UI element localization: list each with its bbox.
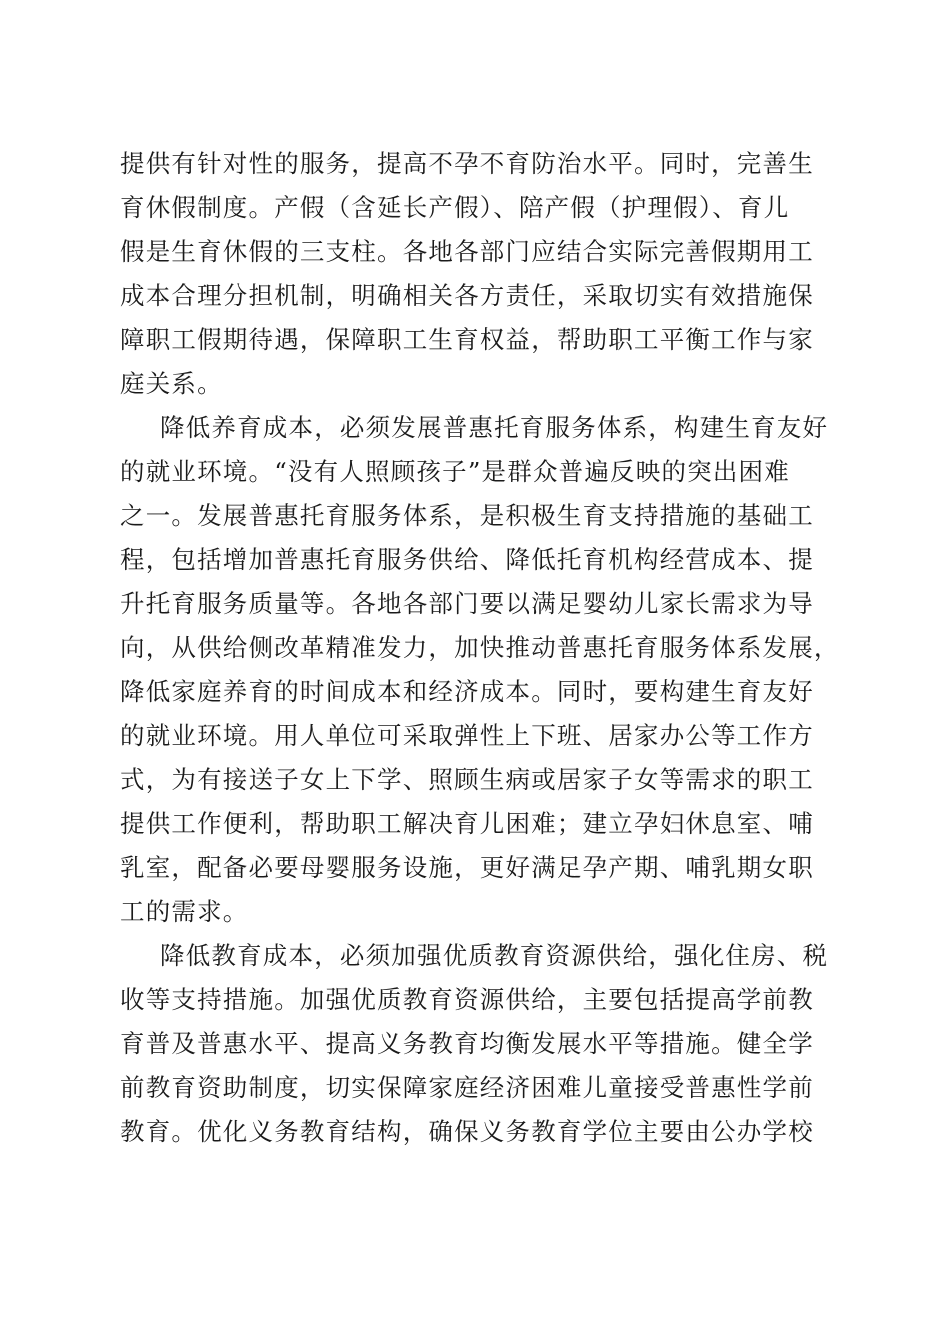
paragraph-1: [120, 142, 830, 406]
text-line: 障职工假期待遇，保障职工生育权益，帮助职工平衡工作与家: [120, 325, 814, 354]
text-line: 育休假制度。产假（含延长产假）、陪产假（护理假）、育儿: [120, 193, 790, 222]
text-line: 降低家庭养育的时间成本和经济成本。同时，要构建生育友好: [120, 677, 814, 706]
text-line: 升托育服务质量等。各地各部门要以满足婴幼儿家长需求为导: [120, 589, 814, 618]
text-line: 庭关系。: [120, 369, 223, 398]
text-line: 工的需求。: [120, 897, 249, 926]
paragraph-3: [120, 934, 830, 1154]
text-line: 式，为有接送子女上下学、照顾生病或居家子女等需求的职工: [120, 765, 814, 794]
text-line: 的就业环境。用人单位可采取弹性上下班、居家办公等工作方: [120, 721, 814, 750]
text-line: 降低教育成本，必须加强优质教育资源供给，强化住房、税: [160, 941, 829, 970]
text-line: 假是生育休假的三支柱。各地各部门应结合实际完善假期用工: [120, 237, 814, 266]
text-line: 前教育资助制度，切实保障家庭经济困难儿童接受普惠性学前: [120, 1073, 814, 1102]
text-line: 之一。发展普惠托育服务体系，是积极生育支持措施的基础工: [120, 501, 814, 530]
text-line: 育普及普惠水平、提高义务教育均衡发展水平等措施。健全学: [120, 1029, 814, 1058]
text-line: 成本合理分担机制，明确相关各方责任，采取切实有效措施保: [120, 281, 814, 310]
body-text: [120, 142, 840, 1154]
paragraph-2: [120, 406, 840, 934]
text-line: 乳室，配备必要母婴服务设施，更好满足孕产期、哺乳期女职: [120, 853, 814, 882]
text-line: 提供有针对性的服务，提高不孕不育防治水平。同时，完善生: [120, 149, 814, 178]
text-line: 收等支持措施。加强优质教育资源供给，主要包括提高学前教: [120, 985, 814, 1014]
text-line: 教育。优化义务教育结构，确保义务教育学位主要由公办学校: [120, 1117, 814, 1146]
text-line: 降低养育成本，必须发展普惠托育服务体系，构建生育友好: [160, 413, 829, 442]
text-line: 提供工作便利，帮助职工解决育儿困难；建立孕妇休息室、哺: [120, 809, 814, 838]
text-line: 程，包括增加普惠托育服务供给、降低托育机构经营成本、提: [120, 545, 814, 574]
text-line: 向，从供给侧改革精准发力，加快推动普惠托育服务体系发展，: [120, 633, 840, 662]
text-line: 的就业环境。“没有人照顾孩子”是群众普遍反映的突出困难: [120, 457, 790, 486]
